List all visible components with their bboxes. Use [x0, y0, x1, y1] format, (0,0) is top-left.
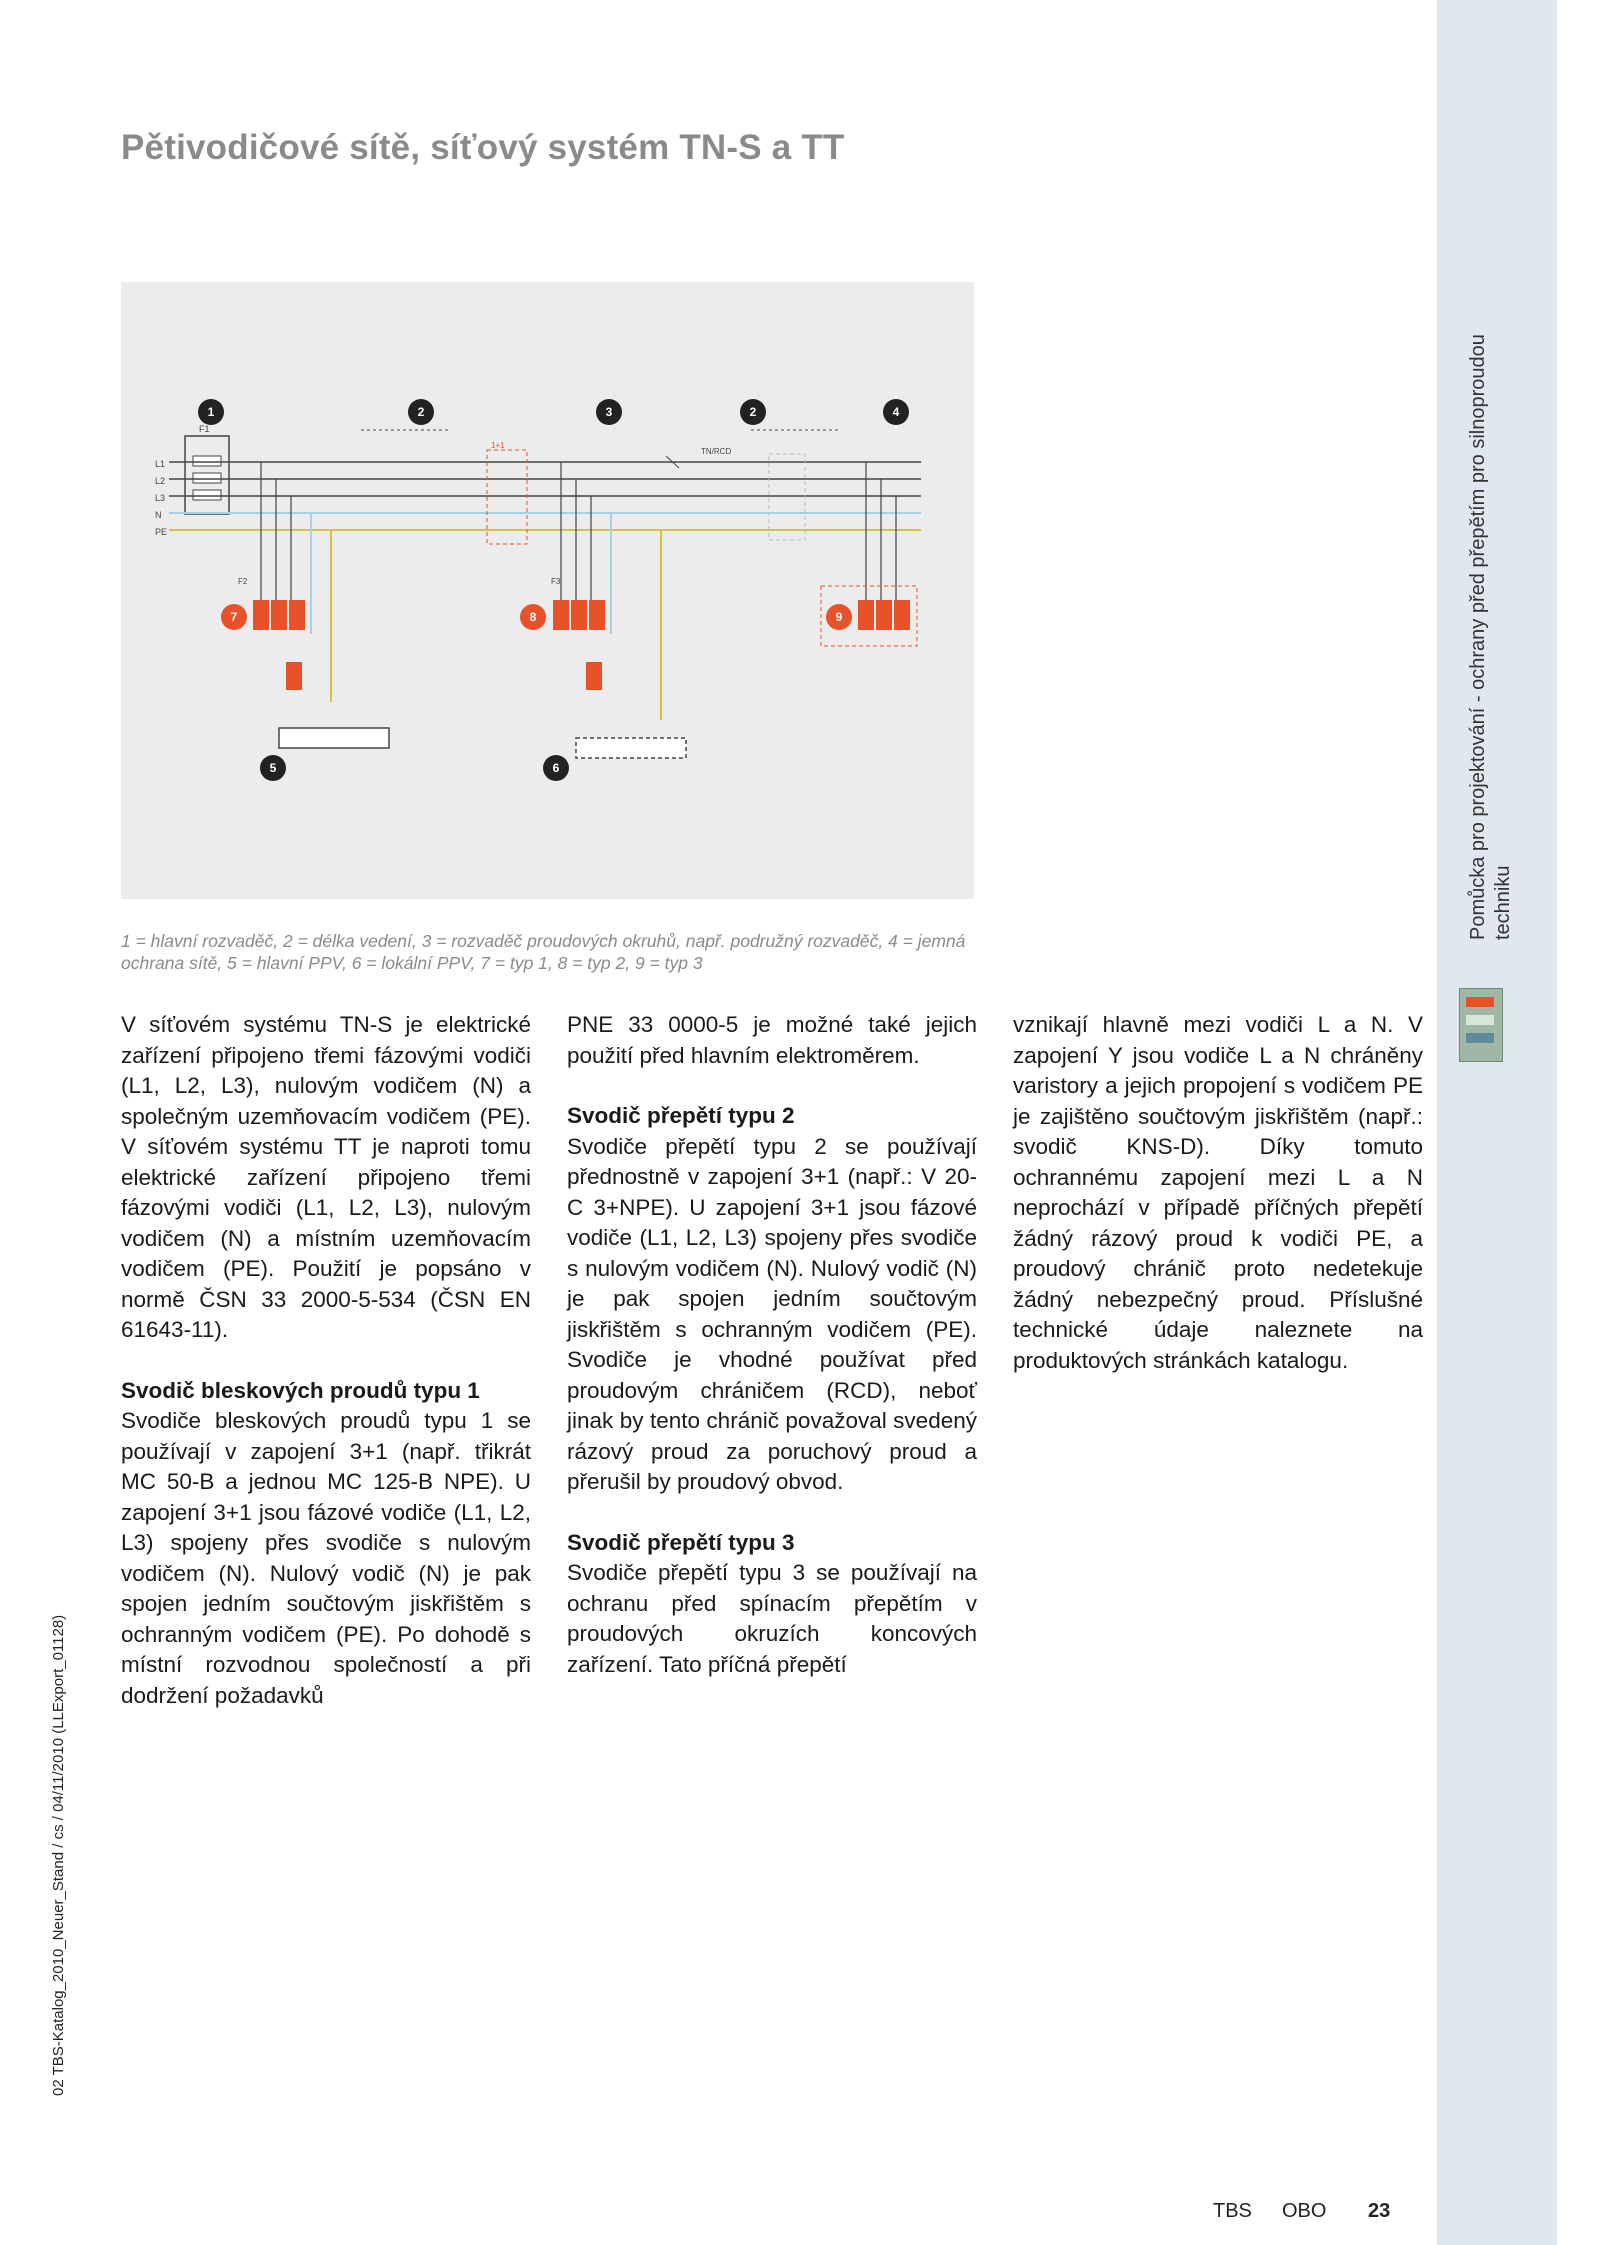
rcd-label: TN/RCD: [701, 447, 732, 456]
document-id: 02 TBS-Katalog_2010_Neuer_Stand / cs / 04/11/2010 (LLExport_01128): [50, 1614, 67, 2096]
heading-type3: Svodič přepětí typu 3: [567, 1529, 795, 1555]
type1-paragraph: Svodiče bleskových proudů typu 1 se používají v zapojení 3+1 (např. třikrát MC 50-B a jednou MC 125-B NPE). U zapojení 3+1 jsou fázové vodiče (L1, L2, L3) spojeny přes svodiče s nulovým vodičem (N). Nulový vodič (N) je pak spojen jedním součtovým jiskřištěm s ochranným vodičem (PE). Po dohodě s místní rozvodnou společností a při dodržení požadavků: [121, 1408, 531, 1708]
l2-label: L2: [155, 476, 166, 486]
marker-1-label: 1: [207, 405, 215, 419]
circuit-diagram: [121, 282, 974, 899]
marker-2a-label: 2: [417, 405, 425, 419]
type3-paragraph: Svodiče přepětí typu 3 se používají na ochranu před spínacím přepětím v proudových okruzích koncových zařízení. Tato příčná přepětí: [567, 1560, 977, 1677]
decoupling-label: 1+1: [491, 441, 505, 450]
decoupling-box-2: [769, 454, 805, 540]
page-number: 23: [1368, 2200, 1391, 2222]
marker-8-label: 8: [529, 610, 537, 624]
product-thumbnail: [1459, 988, 1503, 1062]
fuse-l2: [193, 473, 221, 483]
type1-continued-paragraph: PNE 33 0000-5 je možné také jejich použití před hlavním elektroměrem.: [567, 1012, 977, 1068]
pe-label: PE: [155, 527, 168, 537]
heading-type1: Svodič bleskových proudů typu 1: [121, 1377, 480, 1403]
fuse-l1: [193, 456, 221, 466]
marker-5-label: 5: [269, 761, 277, 775]
page-title: Pětivodičové sítě, síťový systém TN-S a TT: [121, 128, 845, 167]
marker-3-label: 3: [605, 405, 613, 419]
fuse-l3: [193, 490, 221, 500]
figure-caption: 1 = hlavní rozvaděč, 2 = délka vedení, 3 = rozvaděč proudových okruhů, např. podružný rozvaděč, 4 = jemná ochrana sítě, 5 = hlavní PPV, 6 = lokální PPV, 7 = typ 1, 8 = typ 2, 9 = typ 3: [121, 931, 966, 973]
text-column-2: [567, 1010, 977, 1680]
marker-6-label: 6: [552, 761, 560, 775]
main-equipotential-bar: [279, 728, 389, 748]
type2-paragraph: Svodiče přepětí typu 2 se používají přednostně v zapojení 3+1 (např.: V 20-C 3+NPE). U zapojení 3+1 jsou fázové vodiče (L1, L2, L3) spojeny přes svodiče s nulovým vodičem (N). Nulový vodič (N) je pak spojen jedním součtovým jiskřištěm s ochranným vodičem (PE). Svodiče je vhodné používat před proudovým chráničem (RCD), neboť jinak by tento chránič považoval svedený rázový proud za poruchový proud a přerušil by proudový obvod.: [567, 1133, 977, 1494]
spd-type3-group: [858, 600, 910, 630]
l3-label: L3: [155, 493, 166, 503]
sidebar-text: Pomůcka pro projektování - ochrany před přepětím pro silnoproudou techniku: [1467, 334, 1514, 940]
circuit-diagram-svg: [121, 282, 974, 899]
marker-4-label: 4: [892, 405, 900, 419]
spd-type1-npe: [286, 662, 302, 690]
f2-label: F2: [238, 577, 248, 586]
f3-label: F3: [551, 577, 561, 586]
n-label: N: [155, 510, 162, 520]
spd-type2-npe: [586, 662, 602, 690]
marker-7-label: 7: [230, 610, 238, 624]
marker-9-label: 9: [835, 610, 843, 624]
text-column-3: [1013, 1010, 1423, 1376]
local-equipotential-bar: [576, 738, 686, 758]
spd-type1-group: [253, 600, 305, 630]
spd-type2-group: [553, 600, 605, 630]
marker-2b-label: 2: [749, 405, 757, 419]
type3-continued-paragraph: vznikají hlavně mezi vodiči L a N. V zapojení Y jsou vodiče L a N chráněny varistory a jejich propojení s vodičem PE je zajištěno součtovým jiskřištěm (např.: svodič KNS-D). Díky tomuto ochrannému zapojení mezi L a N neprochází v případě příčných přepětí žádný rázový proud k vodiči PE, a proudový chránič proto nedetekuje žádný nebezpečný proud. Příslušné technické údaje naleznete na produktových stránkách katalogu.: [1013, 1012, 1423, 1373]
l1-label: L1: [155, 459, 166, 469]
f1-label: F1: [199, 424, 210, 434]
heading-type2: Svodič přepětí typu 2: [567, 1103, 795, 1128]
intro-paragraph: V síťovém systému TN-S je elektrické zařízení připojeno třemi fázovými vodiči (L1, L2, L3), nulovým vodičem (N) a společným uzemňovacím vodičem (PE). V síťovém systému TT je naproti tomu elektrické zařízení připojeno třemi fázovými vodiči (L1, L2, L3), nulovým vodičem (N) a místním uzemňovacím vodičem (PE). Použití je popsáno v normě ČSN 33 2000-5-534 (ČSN EN 61643-11).: [121, 1012, 531, 1342]
footer-brand-tbs: TBS: [1213, 2200, 1252, 2222]
footer-brand-obo: OBO: [1282, 2200, 1327, 2222]
text-column-1: [121, 1010, 531, 1711]
